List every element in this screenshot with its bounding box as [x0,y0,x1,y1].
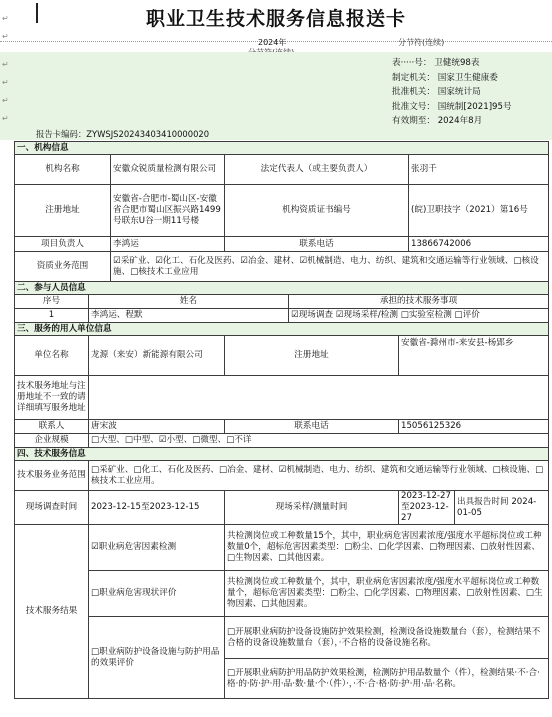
paragraph-mark: ↵ [2,32,9,41]
people-row-items: ☑现场调查 ☑现场采样/检测 □实验室检测 □评价 [289,309,549,323]
org-name-label: 机构名称 [15,155,111,185]
page-title: 职业卫生技术服务信息报送卡 [145,8,406,30]
client-unit-label: 单位名称 [15,336,89,376]
report-table [14,141,549,699]
card-number: 报告卡编码：ZYWSJS20243403410000020 [36,129,210,139]
section-client: 三、服务的用人单位信息 [15,323,549,336]
table-row [15,309,549,323]
section-break-label: 分节符(连续) [398,38,445,47]
sampling-time-value: 2023-12-27至2023-12-27 [399,491,455,525]
report-time [455,491,549,525]
org-name-value: 安徽众锐质量检测有限公司 [111,155,225,185]
result-type: □职业病防护设备设施与防护用品的效果评价 [89,617,225,699]
org-addr-label: 注册地址 [15,185,111,237]
client-scale-value: □大型、□中型、☑小型、□微型、□不详 [89,434,549,448]
section-people: 二、参与人员信息 [15,282,549,295]
org-pm-label: 项目负责人 [15,237,111,252]
client-diff-value [89,376,549,420]
org-scope-label: 资质业务范围 [15,252,111,282]
org-cert-value: (皖)卫职技字（2021）第16号 [409,185,549,237]
paragraph-mark: ↵ [2,96,9,105]
meta-valid-until: 有效期至： 2024年8月 [392,116,483,126]
paragraph-mark: ↵ [2,78,9,87]
org-scope-value: ☑采矿业、☑化工、石化及医药、☑冶金、建材、☑机械制造、电力、纺织、建筑和交通运输等行业领域、□核设施、□核技术工业应用 [111,252,549,282]
year-label: 2024年 [258,38,287,47]
survey-time-value: 2023-12-15至2023-12-15 [89,491,225,525]
org-cert-label: 机构资质证书编号 [225,185,409,237]
result-text: 共检测岗位或工种数量个，其中，职业病危害因素浓度/强度水平超标岗位或工种数量个，超标危害因素类型：□粉尘、□化学因素、□物理因素、□放射性因素、□生物因素、□其他因素。 [225,571,549,617]
result-text: 共检测岗位或工种数量15个，其中，职业病危害因素浓度/强度水平超标岗位或工种数量0个，超标危害因素类型：□粉尘、□化学因素、□物理因素、□放射性因素、□生物因素、□其他因素。 [225,525,549,571]
org-rep-label: 法定代表人（或主要负责人） [225,155,409,185]
people-row-no: 1 [15,309,89,323]
service-result-label: 技术服务结果 [15,525,89,699]
paragraph-mark: ↵ [2,60,9,69]
client-diff-label: 技术服务地址与注册地址不一致的请详细填写服务地址 [15,376,89,420]
form-metadata [392,56,552,129]
paragraph-mark: ↵ [2,114,9,123]
people-col-items: 承担的技术服务事项 [289,295,549,309]
client-phone-label: 联系电话 [225,420,399,434]
report-time-value: 2024-01-05 [457,496,537,518]
meta-approver: 批准机关： 国家统计局 [392,87,481,97]
meta-approval-no: 批准文号： 国统制[2021]95号 [392,101,512,112]
client-addr-value: 安徽省-滁州市-来安县-杨郢乡 [399,336,549,376]
people-col-no: 序号 [15,295,89,309]
section-service: 四、技术服务信息 [15,448,549,461]
org-rep-value: 张羽千 [409,155,549,185]
result-text: □开展职业病防护设备设施防护效果检测，检测设备设施数量台（套），检测结果不合格的设备设施数量台（套），·不合格的设备设施名称。 [225,617,549,659]
result-type: □职业病危害现状评价 [89,571,225,617]
client-unit-value: 龙源（来安）新能源有限公司 [89,336,225,376]
client-contact-label: 联系人 [15,420,89,434]
client-addr-label: 注册地址 [225,336,399,376]
paragraph-mark: ↵ [2,14,9,23]
report-time-label: 出具报告时间 [457,496,509,507]
result-type: ☑职业病危害因素检测 [89,525,225,571]
people-col-name: 姓名 [89,295,289,309]
client-contact-value: 唐宋波 [89,420,225,434]
sampling-time-label: 现场采样/测量时间 [225,491,399,525]
client-scale-label: 企业规模 [15,434,89,448]
meta-authority: 制定机关： 国家卫生健康委 [392,72,498,83]
org-pm-value: 李鸿运 [111,237,225,252]
org-addr-value: 安徽省-合肥市-蜀山区-安徽省合肥市蜀山区振兴路1499号联东U谷一期11号楼 [111,185,225,237]
service-scope-value: □采矿业、□化工、石化及医药、□冶金、建材、☑机械制造、电力、纺织、建筑和交通运输等行业领域、□核设施、□核技术工业应用。 [89,461,549,491]
org-phone-label: 联系电话 [225,237,409,252]
meta-form-no: 表·····号： 卫健统98表 [392,58,480,68]
survey-time-label: 现场调查时间 [15,491,89,525]
section-org: 一、机构信息 [15,142,549,155]
org-phone-value: 13866742006 [409,237,549,252]
client-phone-value: 15056125326 [399,420,549,434]
service-scope-label: 技术服务业务范围 [15,461,89,491]
people-row-name: 李鸿运、程默 [89,309,289,323]
result-text: □开展职业病防护用品防护效果检测，检测防护用品数量个（件），检测结果·不·合·格·的·防·护·用·品·数·量·个·（件）·，·不·合·格·防·护·用·品·名称。 [225,659,549,699]
